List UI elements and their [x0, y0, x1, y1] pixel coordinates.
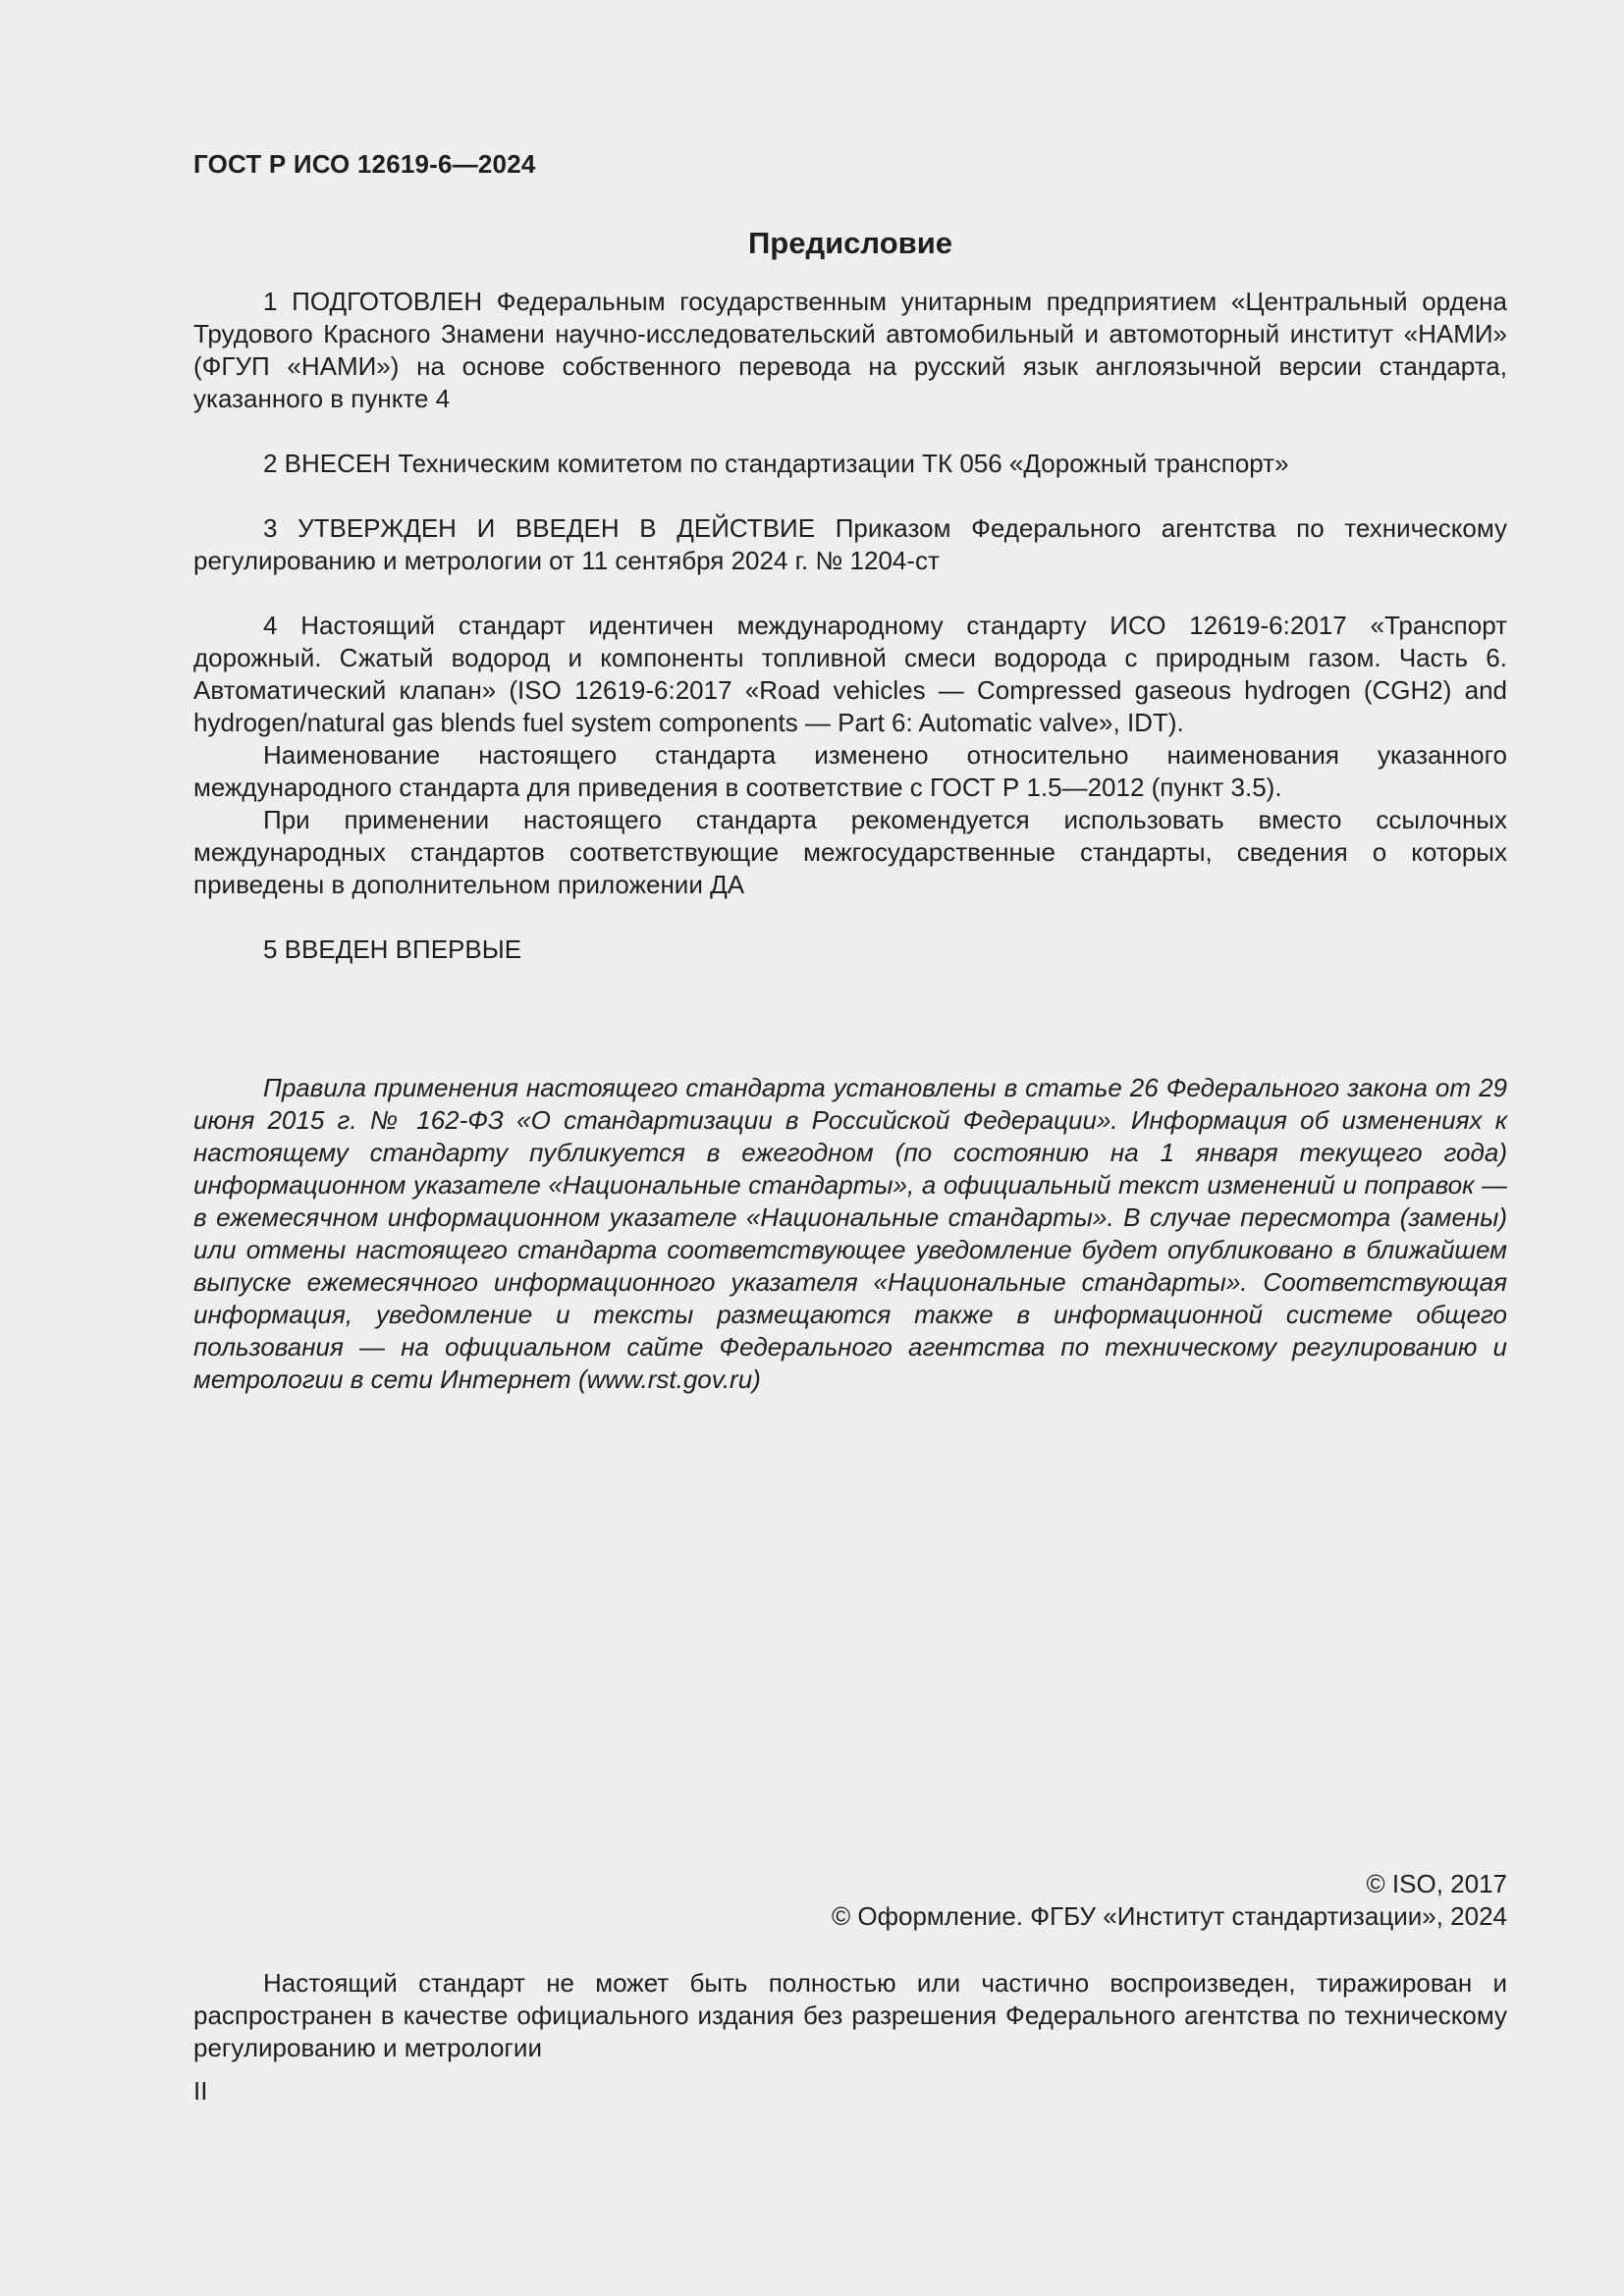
application-rules-text: Правила применения настоящего стандарта установлены в статье 26 Федерального закона от 29 июня 2015 г. № 162-ФЗ «О стандартизации в Российской Федерации». Информация об изменениях к настоящему стандарту публикуется в ежегодном (по состоянию на 1 января текущего года) информационном указателе «Национальные стандарты», а официальный текст изменений и поправок — в ежемесячном информационном указателе «Национальные стандарты». В случае пересмотра (замены) или отмены настоящего стандарта соответствующее уведомление будет опубликовано в ближайшем выпуске ежемесячного информационного указателя «Национальные стандарты». Соответствующая информация, уведомление и тексты размещаются также в информационной системе общего пользования — на официальном сайте Федерального агентства по техническому регулированию и метрологии в сети Интернет (www.rst.gov.ru) — [193, 1073, 1507, 1394]
copyright-block — [832, 1868, 1507, 1933]
foreword-item-4: 4 Настоящий стандарт идентичен международному стандарту ИСО 12619-6:2017 «Транспорт дорожный. Сжатый водород и компоненты топливной смеси водорода с природным газом. Часть 6. Автоматический клапан» (ISO 12619-6:2017 «Road vehicles — Compressed gaseous hydrogen (CGH2) and hydrogen/natural gas blends fuel system components — Part 6: Automatic valve», IDT). — [193, 611, 1507, 737]
foreword-item-1: 1 ПОДГОТОВЛЕН Федеральным государственным унитарным предприятием «Центральный ордена Трудового Красного Знамени научно-исследовательский автомобильный и автомоторный институт «НАМИ» (ФГУП «НАМИ») на основе собственного перевода на русский язык англоязычной версии стандарта, указанного в пункте 4 — [193, 287, 1507, 413]
foreword-content — [193, 286, 1507, 966]
document-code: ГОСТ Р ИСО 12619-6—2024 — [193, 149, 536, 179]
section-title: Предисловие — [747, 226, 952, 260]
foreword-item-5: 5 ВВЕДЕН ВПЕРВЫЕ — [263, 934, 522, 964]
reproduction-notice-text: Настоящий стандарт не может быть полностью или частично воспроизведен, тиражирован и распространен в качестве официального издания без разрешения Федерального агентства по техническому регулированию и метрологии — [193, 1968, 1507, 2062]
foreword-item-2: 2 ВНЕСЕН Техническим комитетом по стандартизации ТК 056 «Дорожный транспорт» — [263, 449, 1289, 478]
application-rules — [193, 1072, 1507, 1396]
copyright-design: © Оформление. ФГБУ «Институт стандартизации», 2024 — [832, 1901, 1507, 1931]
page-number: II — [193, 2076, 208, 2106]
foreword-item-4-title-note: Наименование настоящего стандарта изменено относительно наименования указанного международного стандарта для приведения в соответствие с ГОСТ Р 1.5—2012 (пункт 3.5). — [193, 740, 1507, 802]
document-page — [193, 0, 1507, 2296]
reproduction-notice — [193, 1967, 1507, 2064]
foreword-item-4-references-note: При применении настоящего стандарта рекомендуется использовать вместо ссылочных международных стандартов соответствующие межгосударственные стандарты, сведения о которых приведены в дополнительном приложении ДА — [193, 805, 1507, 899]
copyright-iso: © ISO, 2017 — [1366, 1869, 1507, 1898]
foreword-item-3: 3 УТВЕРЖДЕН И ВВЕДЕН В ДЕЙСТВИЕ Приказом Федерального агентства по техническому регулированию и метрологии от 11 сентября 2024 г. № 1204-ст — [193, 513, 1507, 575]
